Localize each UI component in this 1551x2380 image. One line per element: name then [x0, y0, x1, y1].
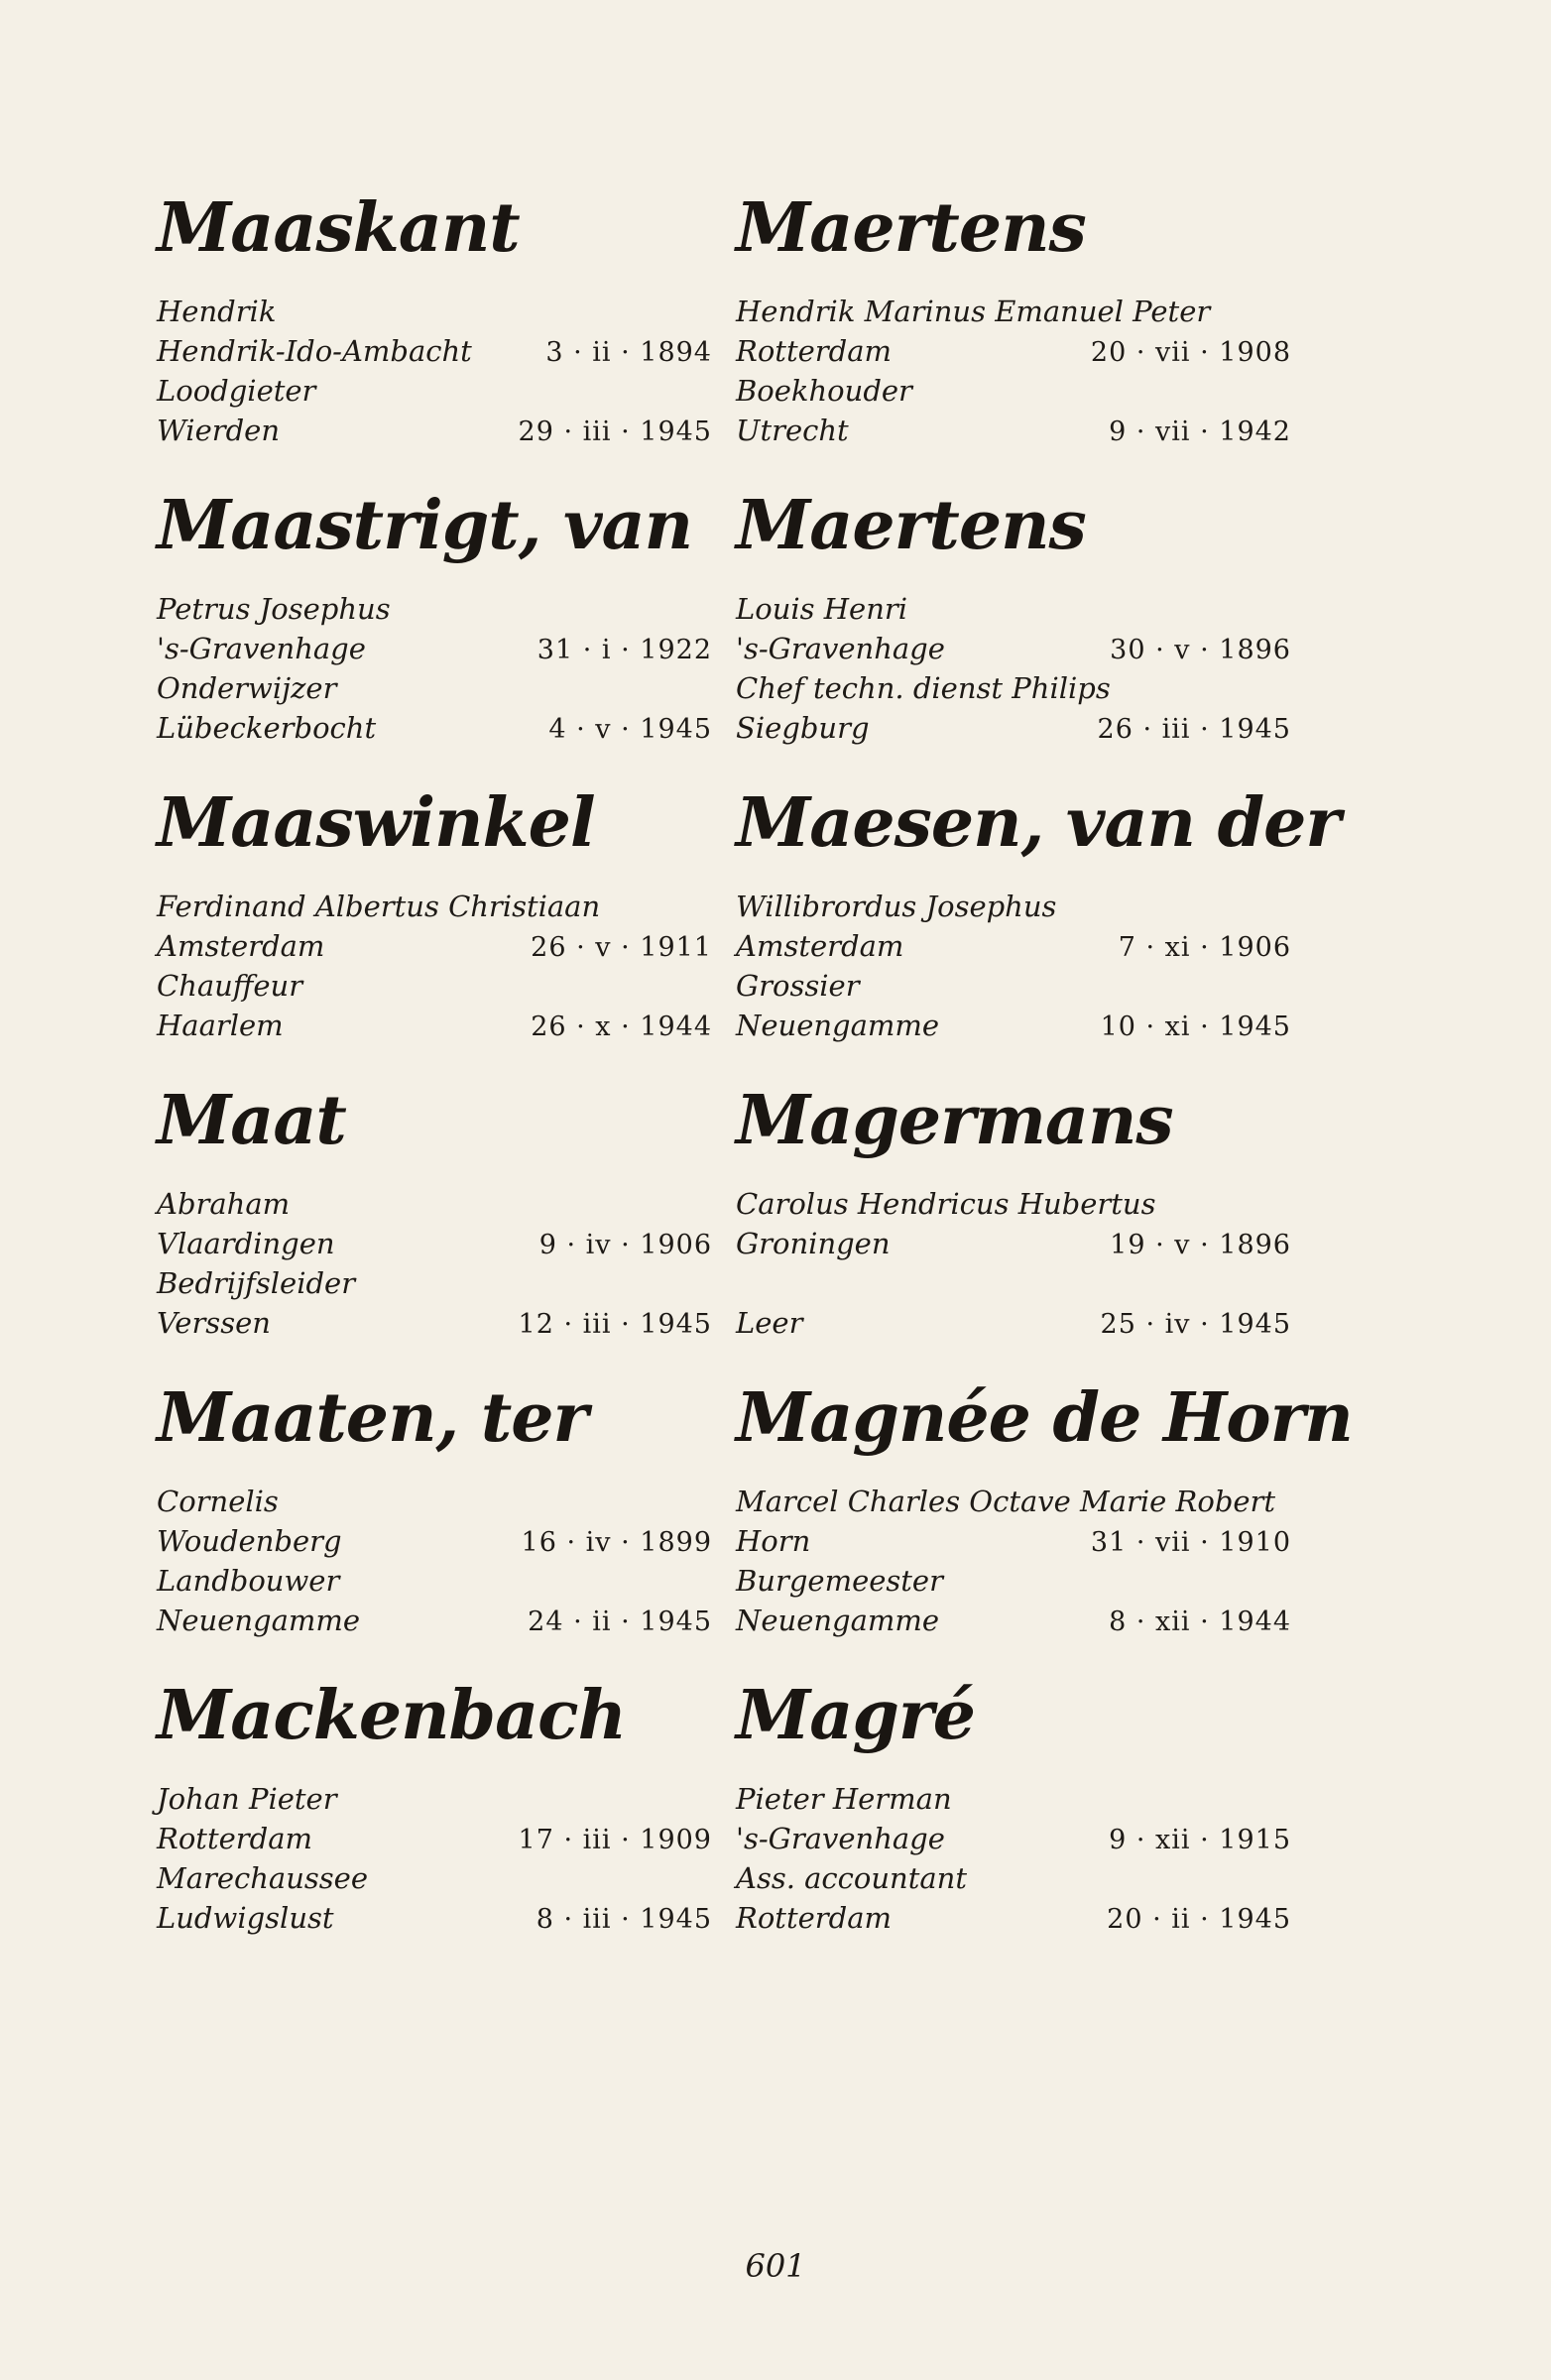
death-date: 8 · iii · 1945: [536, 1904, 712, 1935]
birth-date: 20 · vii · 1908: [1090, 337, 1291, 368]
birth-place: Amsterdam: [736, 929, 904, 963]
birth-date: 9 · xii · 1915: [1109, 1825, 1291, 1855]
given-names: Abraham: [157, 1187, 291, 1221]
death-date: 4 · v · 1945: [548, 714, 712, 745]
entry-maaswinkel: [157, 783, 712, 1081]
death-place: Wierden: [157, 414, 281, 447]
surname: Maaten, ter: [157, 1378, 588, 1458]
surname: Maat: [157, 1081, 346, 1160]
occupation-line: [736, 966, 1291, 1006]
birth-place: Rotterdam: [157, 1822, 312, 1855]
occupation: Onderwijzer: [157, 671, 337, 705]
entry-maertens-louis: [736, 486, 1291, 783]
entry-magnee-de-horn: [736, 1378, 1353, 1676]
death-date: 25 · iv · 1945: [1100, 1309, 1291, 1340]
birth-date: 16 · iv · 1899: [521, 1527, 712, 1558]
birth-line: [736, 1819, 1291, 1858]
occupation-line: [157, 668, 712, 708]
surname: Maaskant: [157, 188, 520, 268]
birth-line: [736, 1224, 1291, 1263]
occupation: Chauffeur: [157, 969, 303, 1003]
birth-line: [736, 1521, 1291, 1561]
birth-place: 's-Gravenhage: [157, 632, 366, 665]
occupation: Marechaussee: [157, 1861, 368, 1895]
birth-line: [157, 1819, 712, 1858]
given-names-line: [157, 292, 712, 331]
death-place: Verssen: [157, 1306, 271, 1340]
entry-maat: [157, 1081, 712, 1378]
entry-maaten: [157, 1378, 712, 1676]
occupation-line: [157, 1561, 712, 1601]
birth-date: 9 · iv · 1906: [538, 1230, 712, 1260]
death-place: Leer: [736, 1306, 803, 1340]
birth-date: 7 · xi · 1906: [1118, 932, 1291, 963]
death-place: Haarlem: [157, 1009, 284, 1042]
death-place: Neuengamme: [736, 1604, 940, 1637]
given-names: Louis Henri: [736, 592, 908, 626]
right-column: [736, 188, 1353, 1973]
given-names-line: [157, 1779, 712, 1819]
left-column: [157, 188, 712, 1973]
given-names-line: [736, 887, 1291, 926]
birth-date: 30 · v · 1896: [1110, 635, 1291, 665]
given-names-line: [157, 589, 712, 629]
birth-place: Groningen: [736, 1227, 891, 1260]
birth-line: [157, 1521, 712, 1561]
birth-place: 's-Gravenhage: [736, 632, 945, 665]
entry-magre: [736, 1676, 1291, 1973]
surname: Maastrigt, van: [157, 486, 693, 565]
occupation: Bedrijfsleider: [157, 1266, 356, 1300]
entry-maertens-hendrik: [736, 188, 1291, 486]
given-names-line: [157, 887, 712, 926]
surname: Mackenbach: [157, 1676, 627, 1755]
birth-line: [736, 629, 1291, 668]
surname: Magermans: [736, 1081, 1173, 1160]
death-date: 9 · vii · 1942: [1109, 416, 1291, 447]
surname: Maertens: [736, 486, 1086, 565]
birth-line: [157, 926, 712, 966]
entry-maesen: [736, 783, 1341, 1081]
given-names-line: [736, 292, 1291, 331]
given-names-line: [736, 1779, 1291, 1819]
occupation-line: [736, 1561, 1291, 1601]
given-names: Marcel Charles Octave Marie Robert: [736, 1485, 1276, 1518]
birth-date: 26 · v · 1911: [531, 932, 712, 963]
occupation-line: [157, 1858, 712, 1898]
given-names: Ferdinand Albertus Christiaan: [157, 890, 601, 923]
death-line: [736, 1601, 1291, 1640]
given-names-line: [736, 589, 1291, 629]
birth-date: 31 · i · 1922: [537, 635, 712, 665]
death-place: Ludwigslust: [157, 1901, 334, 1935]
birth-date: 3 · ii · 1894: [545, 337, 712, 368]
death-line: [736, 708, 1291, 748]
surname: Maesen, van der: [736, 783, 1341, 863]
occupation: Landbouwer: [157, 1564, 340, 1598]
death-line: [736, 1006, 1291, 1045]
birth-place: Hendrik-Ido-Ambacht: [157, 334, 472, 368]
death-date: 29 · iii · 1945: [518, 416, 712, 447]
occupation: Loodgieter: [157, 374, 316, 408]
surname: Maertens: [736, 188, 1086, 268]
page-number: 601: [745, 2247, 806, 2285]
birth-place: Rotterdam: [736, 334, 892, 368]
birth-place: Vlaardingen: [157, 1227, 335, 1260]
given-names: Willibrordus Josephus: [736, 890, 1057, 923]
occupation: Grossier: [736, 969, 860, 1003]
death-line: [736, 411, 1291, 450]
birth-line: [157, 1224, 712, 1263]
death-line: [736, 1303, 1291, 1343]
birth-date: 17 · iii · 1909: [518, 1825, 712, 1855]
given-names: Hendrik Marinus Emanuel Peter: [736, 295, 1211, 328]
death-place: Neuengamme: [736, 1009, 940, 1042]
given-names: Pieter Herman: [736, 1782, 952, 1816]
occupation: Chef techn. dienst Philips: [736, 671, 1111, 705]
occupation-line: [736, 371, 1291, 411]
birth-place: Woudenberg: [157, 1524, 342, 1558]
death-date: 26 · x · 1944: [531, 1012, 712, 1042]
entry-mackenbach: [157, 1676, 712, 1973]
given-names-line: [736, 1482, 1291, 1521]
death-place: Rotterdam: [736, 1901, 892, 1935]
surname: Magnée de Horn: [736, 1378, 1353, 1458]
death-line: [157, 1303, 712, 1343]
given-names: Johan Pieter: [157, 1782, 337, 1816]
given-names: Carolus Hendricus Hubertus: [736, 1187, 1156, 1221]
death-date: 12 · iii · 1945: [518, 1309, 712, 1340]
surname: Magré: [736, 1676, 975, 1755]
given-names-line: [157, 1184, 712, 1224]
occupation: Burgemeester: [736, 1564, 943, 1598]
birth-line: [736, 331, 1291, 371]
death-line: [157, 411, 712, 450]
occupation-line: [157, 966, 712, 1006]
entry-maastrigt: [157, 486, 712, 783]
given-names-line: [157, 1482, 712, 1521]
death-date: 24 · ii · 1945: [528, 1606, 712, 1637]
death-date: 8 · xii · 1944: [1109, 1606, 1291, 1637]
occupation-line: [736, 1263, 1291, 1303]
death-place: Neuengamme: [157, 1604, 361, 1637]
occupation-line: [157, 371, 712, 411]
death-line: [157, 708, 712, 748]
occupation-line: [736, 668, 1291, 708]
birth-line: [736, 926, 1291, 966]
death-place: Utrecht: [736, 414, 849, 447]
occupation-line: [736, 1858, 1291, 1898]
birth-place: Amsterdam: [157, 929, 325, 963]
death-line: [157, 1601, 712, 1640]
birth-line: [157, 629, 712, 668]
death-date: 20 · ii · 1945: [1107, 1904, 1291, 1935]
occupation-line: [157, 1263, 712, 1303]
birth-line: [157, 331, 712, 371]
death-date: 10 · xi · 1945: [1100, 1012, 1291, 1042]
given-names: Cornelis: [157, 1485, 279, 1518]
surname: Maaswinkel: [157, 783, 595, 863]
death-line: [736, 1898, 1291, 1938]
birth-place: 's-Gravenhage: [736, 1822, 945, 1855]
entry-magermans: [736, 1081, 1291, 1378]
given-names: Hendrik: [157, 295, 277, 328]
death-place: Siegburg: [736, 711, 870, 745]
death-date: 26 · iii · 1945: [1097, 714, 1291, 745]
occupation: Boekhouder: [736, 374, 912, 408]
death-place: Lübeckerbocht: [157, 711, 377, 745]
birth-date: 31 · vii · 1910: [1090, 1527, 1291, 1558]
given-names: Petrus Josephus: [157, 592, 391, 626]
birth-date: 19 · v · 1896: [1110, 1230, 1291, 1260]
death-line: [157, 1006, 712, 1045]
entry-maaskant: [157, 188, 712, 486]
occupation: Ass. accountant: [736, 1861, 968, 1895]
birth-place: Horn: [736, 1524, 811, 1558]
death-line: [157, 1898, 712, 1938]
given-names-line: [736, 1184, 1291, 1224]
